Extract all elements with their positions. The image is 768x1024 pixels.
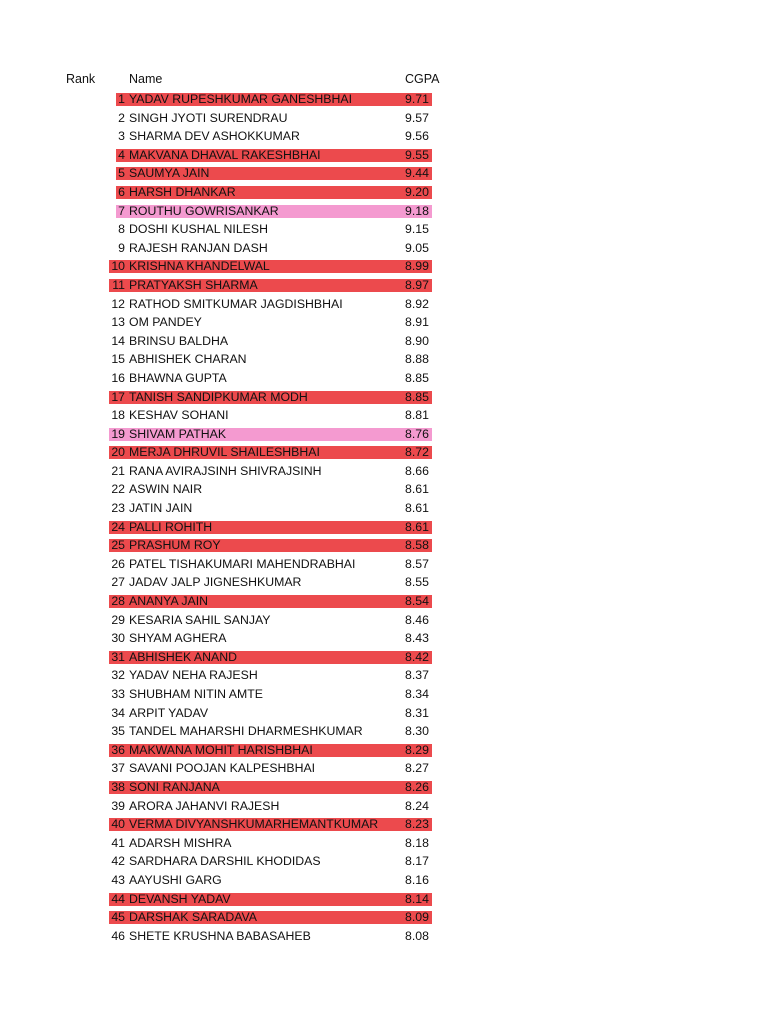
cgpa-cell: 8.66	[405, 463, 429, 478]
rank-cell: 44	[111, 891, 125, 906]
rank-cell: 21	[111, 463, 125, 478]
cgpa-cell: 8.37	[405, 668, 429, 683]
rank-cell: 38	[111, 779, 125, 794]
rank-cell: 35	[111, 724, 125, 739]
cgpa-cell: 8.90	[405, 333, 429, 348]
cgpa-cell: 8.72	[405, 445, 429, 460]
rank-cell: 1	[118, 92, 125, 106]
rank-cell: 43	[111, 872, 125, 887]
table-row	[0, 518, 768, 537]
rank-cell: 20	[111, 445, 125, 460]
name-cell: YADAV RUPESHKUMAR GANESHBHAI	[129, 92, 352, 106]
name-cell: SHIVAM PATHAK	[129, 426, 227, 441]
name-cell: BRINSU BALDHA	[129, 333, 229, 348]
rank-cell: 27	[111, 575, 125, 590]
table-row	[0, 239, 768, 258]
name-cell: OM PANDEY	[129, 315, 202, 330]
cgpa-cell: 8.08	[405, 928, 429, 943]
cgpa-cell: 9.55	[405, 147, 429, 162]
name-cell: DOSHI KUSHAL NILESH	[129, 222, 268, 237]
table-row	[0, 295, 768, 314]
rank-cell: 4	[118, 147, 125, 162]
name-cell: SHETE KRUSHNA BABASAHEB	[129, 928, 311, 943]
rank-cell: 18	[111, 408, 125, 423]
cgpa-cell: 8.43	[405, 631, 429, 646]
cgpa-cell: 8.29	[405, 742, 429, 757]
rank-cell: 25	[111, 538, 125, 553]
rank-cell: 32	[111, 668, 125, 683]
rank-list	[0, 90, 768, 945]
cgpa-cell: 8.46	[405, 612, 429, 627]
cgpa-cell: 8.16	[405, 872, 429, 887]
name-cell: PATEL TISHAKUMARI MAHENDRABHAI	[129, 556, 356, 571]
table-row	[0, 276, 768, 295]
rank-cell: 8	[118, 222, 125, 237]
table-row	[0, 499, 768, 518]
table-row	[0, 852, 768, 871]
table-row	[0, 759, 768, 778]
table-row	[0, 536, 768, 555]
table-row	[0, 313, 768, 332]
cgpa-cell: 8.09	[405, 910, 429, 925]
rank-cell: 5	[118, 166, 125, 181]
table-row	[0, 722, 768, 741]
cgpa-cell: 8.91	[405, 315, 429, 330]
cgpa-cell: 8.23	[405, 817, 429, 832]
table-row	[0, 927, 768, 946]
cgpa-cell: 8.17	[405, 854, 429, 869]
cgpa-cell: 8.61	[405, 519, 429, 534]
name-cell: ADARSH MISHRA	[129, 835, 232, 850]
rank-column-header: Rank	[66, 72, 96, 86]
cgpa-cell: 9.15	[405, 222, 429, 237]
rank-cell: 46	[111, 928, 125, 943]
name-cell: YADAV NEHA RAJESH	[129, 668, 258, 683]
table-row	[0, 183, 768, 202]
name-cell: ASWIN NAIR	[129, 482, 203, 497]
name-cell: JATIN JAIN	[129, 501, 193, 516]
name-cell: ARORA JAHANVI RAJESH	[129, 798, 280, 813]
name-cell: PALLI ROHITH	[129, 519, 213, 534]
rank-cell: 11	[112, 277, 125, 292]
table-row	[0, 666, 768, 685]
rank-cell: 39	[111, 798, 125, 813]
name-cell: ROUTHU GOWRISANKAR	[129, 203, 279, 218]
name-cell: ABHISHEK CHARAN	[129, 352, 247, 367]
rank-cell: 6	[118, 184, 125, 199]
table-row	[0, 704, 768, 723]
rank-cell: 23	[111, 501, 125, 516]
cgpa-cell: 8.61	[405, 501, 429, 516]
rank-cell: 14	[111, 333, 125, 348]
table-row	[0, 890, 768, 909]
cgpa-cell: 8.61	[405, 482, 429, 497]
rank-cell: 40	[111, 817, 125, 832]
name-cell: RANA AVIRAJSINH SHIVRAJSINH	[129, 463, 322, 478]
cgpa-cell: 8.54	[405, 594, 429, 609]
table-row	[0, 908, 768, 927]
table-row	[0, 388, 768, 407]
cgpa-cell: 8.31	[405, 705, 429, 720]
name-cell: SINGH JYOTI SURENDRAU	[129, 110, 288, 125]
name-cell: SHUBHAM NITIN AMTE	[129, 687, 263, 701]
name-cell: PRATYAKSH SHARMA	[129, 277, 258, 292]
rank-cell: 28	[111, 594, 125, 609]
table-row	[0, 741, 768, 760]
rank-cell: 42	[111, 854, 125, 869]
name-cell: DARSHAK SARADAVA	[129, 910, 258, 925]
name-cell: HARSH DHANKAR	[129, 184, 236, 199]
rank-cell: 3	[118, 129, 125, 144]
table-row	[0, 648, 768, 667]
name-cell: KESHAV SOHANI	[129, 408, 229, 423]
rank-cell: 7	[118, 203, 125, 218]
name-cell: JADAV JALP JIGNESHKUMAR	[129, 575, 302, 590]
rank-cell: 2	[118, 110, 125, 125]
name-cell: ABHISHEK ANAND	[129, 649, 237, 664]
table-row	[0, 685, 768, 704]
rank-cell: 41	[111, 835, 125, 850]
cgpa-cell: 8.55	[405, 575, 429, 590]
name-cell: KESARIA SAHIL SANJAY	[129, 612, 271, 627]
table-row	[0, 425, 768, 444]
table-row	[0, 629, 768, 648]
name-cell: RATHOD SMITKUMAR JAGDISHBHAI	[129, 296, 343, 311]
rank-cell: 12	[111, 296, 125, 311]
table-row	[0, 332, 768, 351]
rank-cell: 26	[111, 556, 125, 571]
rank-cell: 13	[111, 315, 125, 330]
rank-cell: 45	[111, 910, 125, 925]
table-row	[0, 592, 768, 611]
table-row	[0, 611, 768, 630]
table-row	[0, 146, 768, 165]
cgpa-cell: 8.81	[405, 408, 429, 423]
name-column-header: Name	[129, 72, 163, 86]
name-cell: TANISH SANDIPKUMAR MODH	[129, 389, 308, 404]
table-row	[0, 90, 768, 109]
table-row	[0, 127, 768, 146]
cgpa-cell: 8.58	[405, 538, 429, 553]
cgpa-cell: 8.88	[405, 352, 429, 367]
rank-cell: 15	[111, 352, 125, 367]
cgpa-cell: 9.56	[405, 129, 429, 144]
name-cell: ANANYA JAIN	[129, 594, 209, 609]
table-row	[0, 815, 768, 834]
rank-cell: 19	[111, 426, 125, 441]
cgpa-cell: 8.24	[405, 798, 429, 813]
cgpa-cell: 8.57	[405, 556, 429, 571]
table-row	[0, 406, 768, 425]
cgpa-cell: 8.76	[405, 426, 429, 441]
name-cell: AAYUSHI GARG	[129, 872, 222, 887]
name-cell: MERJA DHRUVIL SHAILESHBHAI	[129, 445, 320, 460]
rank-cell: 17	[111, 389, 125, 404]
table-row	[0, 109, 768, 128]
table-row	[0, 834, 768, 853]
cgpa-cell: 8.97	[405, 277, 429, 292]
rank-cell: 37	[111, 761, 125, 776]
table-row	[0, 555, 768, 574]
cgpa-cell: 8.85	[405, 370, 429, 385]
name-cell: SARDHARA DARSHIL KHODIDAS	[129, 854, 321, 869]
cgpa-cell: 9.71	[405, 92, 429, 106]
cgpa-cell: 8.18	[405, 835, 429, 850]
name-cell: RAJESH RANJAN DASH	[129, 240, 268, 255]
table-row	[0, 778, 768, 797]
cgpa-cell: 8.27	[405, 761, 429, 776]
cgpa-cell: 9.44	[405, 166, 429, 181]
rank-cell: 24	[111, 519, 125, 534]
table-row	[0, 797, 768, 816]
rank-cell: 36	[111, 742, 125, 757]
table-row	[0, 202, 768, 221]
cgpa-cell: 9.57	[405, 110, 429, 125]
rank-cell: 33	[111, 687, 125, 701]
table-row	[0, 480, 768, 499]
rank-cell: 30	[111, 631, 125, 646]
cgpa-cell: 8.26	[405, 779, 429, 794]
name-cell: SHYAM AGHERA	[129, 631, 227, 646]
name-cell: ARPIT YADAV	[129, 705, 209, 720]
table-row	[0, 369, 768, 388]
name-cell: BHAWNA GUPTA	[129, 370, 227, 385]
name-cell: TANDEL MAHARSHI DHARMESHKUMAR	[129, 724, 363, 739]
cgpa-cell: 8.14	[405, 891, 429, 906]
name-cell: KRISHNA KHANDELWAL	[129, 259, 270, 274]
cgpa-cell: 8.30	[405, 724, 429, 739]
cgpa-cell: 8.85	[405, 389, 429, 404]
cgpa-cell: 8.42	[405, 649, 429, 664]
table-row	[0, 350, 768, 369]
table-row	[0, 573, 768, 592]
name-cell: PRASHUM ROY	[129, 538, 221, 553]
name-cell: SAVANI POOJAN KALPESHBHAI	[129, 761, 316, 776]
cgpa-column-header: CGPA	[405, 72, 440, 86]
table-row	[0, 257, 768, 276]
name-cell: VERMA DIVYANSHKUMARHEMANTKUMAR	[129, 817, 379, 832]
cgpa-cell: 9.18	[405, 203, 429, 218]
name-cell: SONI RANJANA	[129, 779, 220, 794]
rank-cell: 34	[111, 705, 125, 720]
rank-cell: 9	[118, 240, 125, 255]
name-cell: SHARMA DEV ASHOKKUMAR	[129, 129, 300, 144]
table-row	[0, 462, 768, 481]
table-row	[0, 871, 768, 890]
rank-cell: 31	[111, 649, 125, 664]
name-cell: DEVANSH YADAV	[129, 891, 231, 906]
rank-cell: 10	[111, 259, 125, 274]
name-cell: MAKWANA MOHIT HARISHBHAI	[129, 742, 313, 757]
cgpa-cell: 8.99	[405, 259, 429, 274]
name-cell: SAUMYA JAIN	[129, 166, 210, 181]
cgpa-cell: 9.20	[405, 184, 429, 199]
cgpa-cell: 8.92	[405, 296, 429, 311]
name-cell: MAKVANA DHAVAL RAKESHBHAI	[129, 147, 321, 162]
table-row	[0, 443, 768, 462]
table-row	[0, 220, 768, 239]
cgpa-cell: 8.34	[405, 687, 429, 701]
rank-cell: 29	[111, 612, 125, 627]
cgpa-cell: 9.05	[405, 240, 429, 255]
table-row	[0, 164, 768, 183]
rank-cell: 22	[111, 482, 125, 497]
rank-cell: 16	[111, 370, 125, 385]
